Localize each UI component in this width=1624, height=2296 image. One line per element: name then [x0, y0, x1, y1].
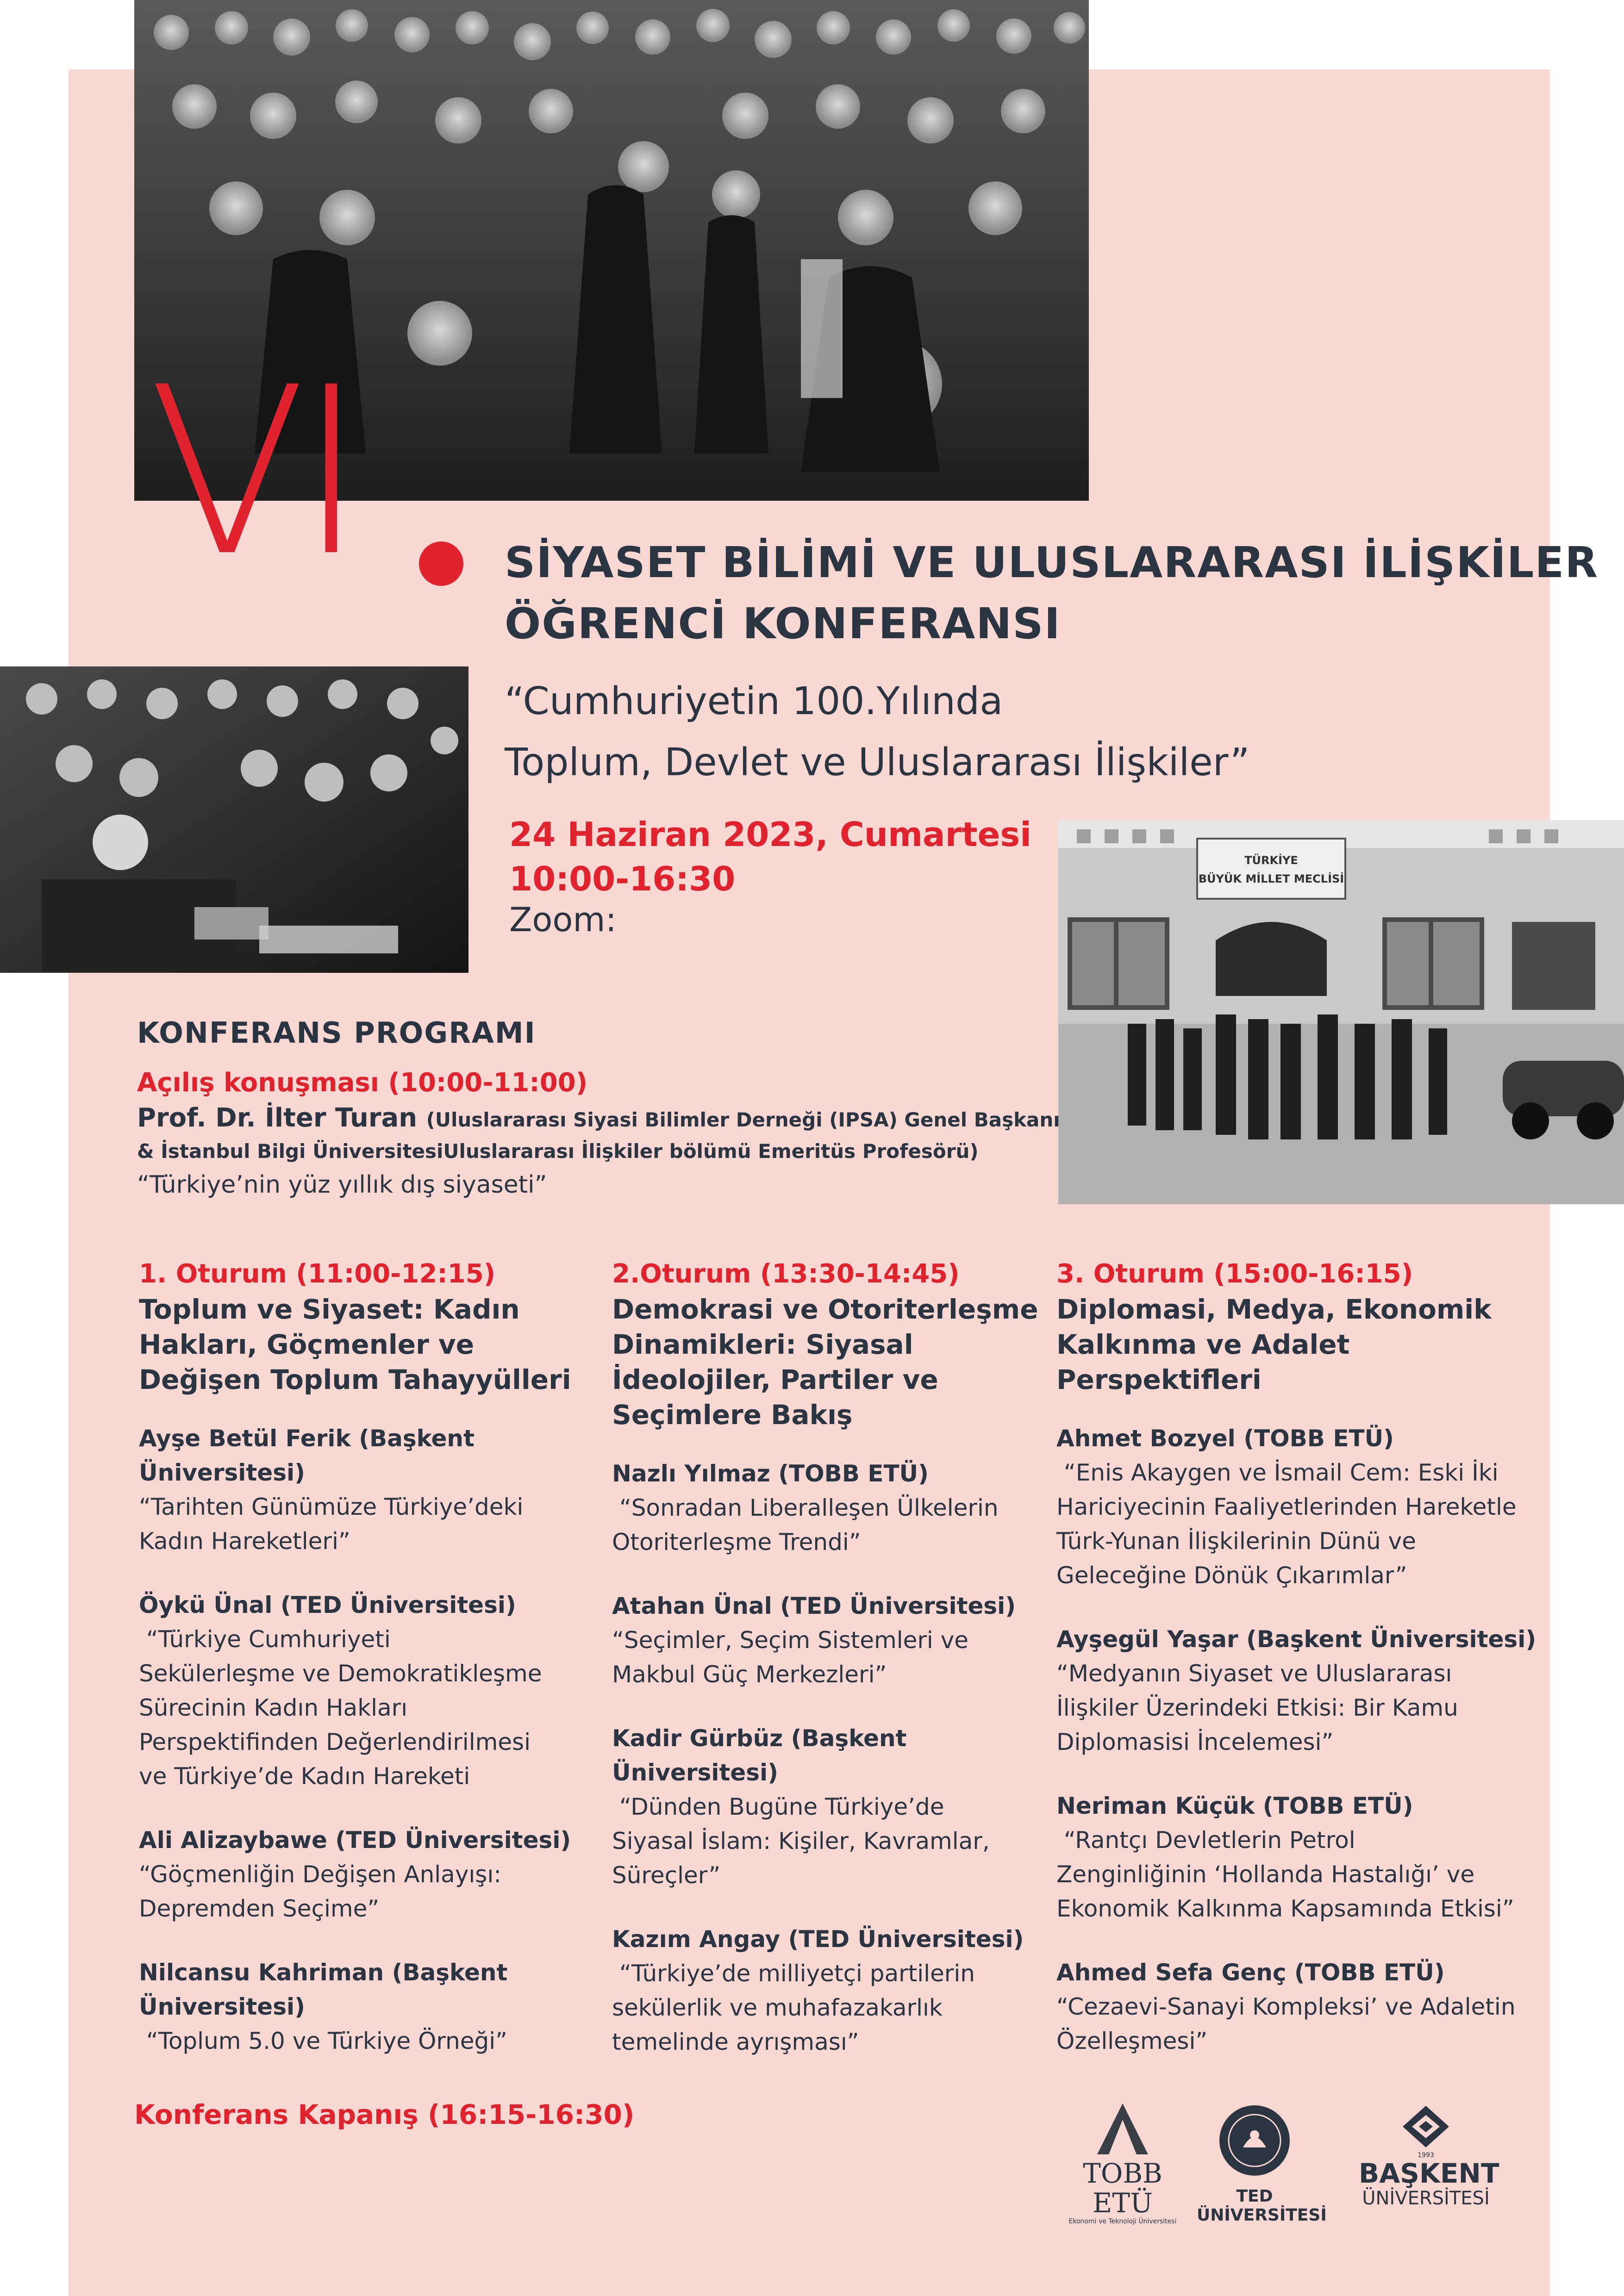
talk-item — [1056, 1421, 1547, 1593]
talk-speaker: Ayşegül Yaşar (Başkent Üniversitesi) — [1056, 1626, 1537, 1653]
talk-title: “Enis Akaygen ve İsmail Cem: Eski İki — [1056, 1459, 1499, 1486]
session-title — [1056, 1292, 1547, 1397]
talk-item — [139, 1588, 583, 1793]
talk-item — [139, 1955, 583, 2058]
roman-numeral: VI — [148, 337, 356, 607]
talk-speaker: Nilcansu Kahriman (Başkent — [139, 1959, 508, 1986]
program-heading: KONFERANS PROGRAMI — [137, 1016, 536, 1050]
session-title-line: Demokrasi ve Otoriterleşme — [612, 1294, 1038, 1325]
talk-item — [612, 1922, 1056, 2059]
historical-signing-photo — [0, 666, 468, 973]
opening-affiliation-2: & İstanbul Bilgi ÜniversitesiUluslararası İlişkiler bölümü Emeritüs Profesörü) — [137, 1140, 979, 1163]
opening-speaker: Prof. Dr. İlter Turan — [137, 1103, 418, 1133]
session-3-column — [1056, 1257, 1547, 2088]
talk-title: “Türkiye’de milliyetçi partilerin — [612, 1960, 975, 1987]
tobb-etu-name: TOBB ETÜ — [1083, 2158, 1162, 2219]
talk-title: “Seçimler, Seçim Sistemleri ve — [612, 1627, 969, 1654]
conference-subtitle — [505, 671, 1249, 793]
talk-title: Otoriterleşme Trendi” — [612, 1529, 861, 1556]
talk-title: Kadın Hareketleri” — [139, 1528, 350, 1555]
tobb-etu-logo — [1053, 2101, 1192, 2225]
opening-label: Açılış konuşması (10:00-11:00) — [137, 1068, 588, 1098]
talk-title: Zenginliğinin ‘Hollanda Hastalığı’ ve — [1056, 1861, 1475, 1888]
talk-title: “Rantçı Devletlerin Petrol — [1056, 1827, 1355, 1854]
baskent-year: 1993 — [1418, 2152, 1434, 2159]
talk-item — [1056, 1622, 1547, 1759]
talk-speaker: Ayşe Betül Ferik (Başkent — [139, 1425, 475, 1452]
session-title — [612, 1292, 1056, 1432]
talk-speaker: Ahmed Sefa Genç (TOBB ETÜ) — [1056, 1959, 1445, 1986]
talk-speaker: Nazlı Yılmaz (TOBB ETÜ) — [612, 1460, 929, 1487]
session-heading: 3. Oturum (15:00-16:15) — [1056, 1259, 1413, 1289]
ted-university-seal-icon — [1218, 2103, 1292, 2178]
talk-title: “Türkiye Cumhuriyeti — [139, 1626, 391, 1653]
talk-title: İlişkiler Üzerindeki Etkisi: Bir Kamu — [1056, 1694, 1458, 1721]
talk-title: Özelleşmesi” — [1056, 2028, 1208, 2054]
talk-item — [612, 1589, 1056, 1692]
talk-speaker: Ali Alizaybawe (TED Üniversitesi) — [139, 1827, 571, 1854]
talk-item — [1056, 1955, 1547, 2058]
opening-speaker-line — [137, 1101, 1063, 1137]
talk-title: Perspektifinden Değerlendirilmesi — [139, 1729, 531, 1755]
talk-item — [612, 1721, 1056, 1892]
building-sign-line-1: TÜRKİYE — [1244, 854, 1298, 867]
session-title — [139, 1292, 583, 1397]
talk-title: Süreçler” — [612, 1862, 721, 1889]
talk-item — [612, 1456, 1056, 1559]
parliament-building-photo — [1058, 820, 1624, 1204]
subtitle-line-1: “Cumhuriyetin 100.Yılında — [505, 679, 1003, 723]
talk-title: sekülerlik ve muhafazakarlık — [612, 1994, 943, 2021]
talk-title: Diplomasisi İncelemesi” — [1056, 1729, 1334, 1755]
session-title-line: Toplum ve Siyaset: Kadın — [139, 1294, 520, 1325]
talk-title: ve Türkiye’de Kadın Hareketi — [139, 1763, 470, 1790]
title-line-2: ÖĞRENCİ KONFERANSI — [505, 599, 1061, 648]
title-line-1: SİYASET BİLİMİ VE ULUSLARARASI İLİŞKİLER — [505, 538, 1599, 587]
talk-title: “Medyanın Siyaset ve Uluslararası — [1056, 1660, 1452, 1687]
tobb-etu-subtitle: Ekonomi ve Teknoloji Üniversitesi — [1068, 2218, 1177, 2225]
talk-title: Siyasal İslam: Kişiler, Kavramlar, — [612, 1828, 990, 1854]
session-title-line: Hakları, Göçmenler ve — [139, 1329, 475, 1360]
talk-speaker: Atahan Ünal (TED Üniversitesi) — [612, 1593, 1016, 1619]
event-time: 10:00-16:30 — [509, 859, 736, 898]
talk-speaker: Neriman Küçük (TOBB ETÜ) — [1056, 1792, 1413, 1819]
talk-speaker: Üniversitesi) — [139, 1459, 305, 1486]
baskent-university-emblem-icon — [1398, 2103, 1454, 2150]
talk-speaker: Üniversitesi) — [612, 1759, 778, 1786]
opening-affiliation-1: (Uluslararası Siyasi Bilimler Derneği (IPSA) Genel Başkanı — [426, 1108, 1060, 1131]
baskent-name-line-2: ÜNİVERSİTESİ — [1362, 2188, 1490, 2209]
event-venue: Zoom: — [509, 900, 617, 939]
session-heading: 1. Oturum (11:00-12:15) — [139, 1259, 496, 1289]
building-sign-line-2: BÜYÜK MİLLET MECLİSİ — [1198, 872, 1344, 885]
session-title-line: Değişen Toplum Tahayyülleri — [139, 1364, 571, 1395]
session-title-line: Kalkınma ve Adalet Perspektifleri — [1056, 1329, 1350, 1395]
talk-title: Hariciyecinin Faaliyetlerinden Hareketle — [1056, 1493, 1517, 1520]
talk-title: Türk-Yunan İlişkilerinin Dünü ve — [1056, 1528, 1416, 1555]
talk-title: temelinde ayrışması” — [612, 2028, 859, 2055]
talk-speaker: Kazım Angay (TED Üniversitesi) — [612, 1926, 1024, 1953]
talk-title: “Göçmenliğin Değişen Anlayışı: — [139, 1861, 502, 1888]
talk-item — [1056, 1789, 1547, 1926]
session-title-line: Seçimlere Bakış — [612, 1399, 853, 1431]
baskent-name-line-1: BAŞKENT — [1359, 2158, 1499, 2189]
talk-title: “Toplum 5.0 ve Türkiye Örneği” — [139, 2028, 508, 2054]
talk-title: Makbul Güç Merkezleri” — [612, 1661, 887, 1688]
talk-title: “Sonradan Liberalleşen Ülkelerin — [612, 1494, 999, 1521]
talk-item — [139, 1823, 583, 1926]
event-date-time — [509, 812, 1031, 901]
baskent-university-logo — [1359, 2103, 1499, 2209]
ted-university-logo — [1197, 2103, 1327, 2225]
ted-university-name: TED ÜNİVERSİTESİ — [1197, 2187, 1327, 2225]
talk-title: Sürecinin Kadın Hakları — [139, 1694, 408, 1721]
talk-item — [139, 1421, 583, 1558]
tobb-etu-emblem-icon — [1088, 2101, 1157, 2157]
session-1-column — [139, 1257, 583, 2088]
talk-title: “Tarihten Günümüze Türkiye’deki — [139, 1493, 524, 1520]
talk-speaker: Öykü Ünal (TED Üniversitesi) — [139, 1592, 516, 1618]
talk-title: Geleceğine Dönük Çıkarımlar” — [1056, 1562, 1407, 1589]
opening-speech — [137, 1064, 1063, 1203]
conference-title — [505, 532, 1599, 654]
session-title-line: Dinamikleri: Siyasal — [612, 1329, 913, 1360]
talk-title: Sekülerleşme ve Demokratikleşme — [139, 1660, 542, 1687]
session-title-line: Diplomasi, Medya, Ekonomik — [1056, 1294, 1492, 1325]
session-2-column — [612, 1257, 1056, 2089]
talk-title: Depremden Seçime” — [139, 1895, 380, 1922]
talk-speaker: Kadir Gürbüz (Başkent — [612, 1725, 907, 1752]
closing-session: Konferans Kapanış (16:15-16:30) — [134, 2099, 635, 2130]
red-dot-decoration — [419, 541, 463, 586]
session-title-line: İdeolojiler, Partiler ve — [612, 1364, 938, 1395]
talk-title: “Dünden Bugüne Türkiye’de — [612, 1793, 944, 1820]
subtitle-line-2: Toplum, Devlet ve Uluslararası İlişkiler” — [505, 740, 1250, 784]
talk-speaker: Üniversitesi) — [139, 1993, 305, 2020]
talk-title: Ekonomik Kalkınma Kapsamında Etkisi” — [1056, 1895, 1514, 1922]
opening-talk-title: “Türkiye’nin yüz yıllık dış siyaseti” — [137, 1171, 547, 1199]
session-heading: 2.Oturum (13:30-14:45) — [612, 1259, 960, 1289]
talk-title: “Cezaevi-Sanayi Kompleksi’ ve Adaletin — [1056, 1993, 1516, 2020]
talk-speaker: Ahmet Bozyel (TOBB ETÜ) — [1056, 1425, 1394, 1452]
event-date: 24 Haziran 2023, Cumartesi — [509, 815, 1031, 854]
